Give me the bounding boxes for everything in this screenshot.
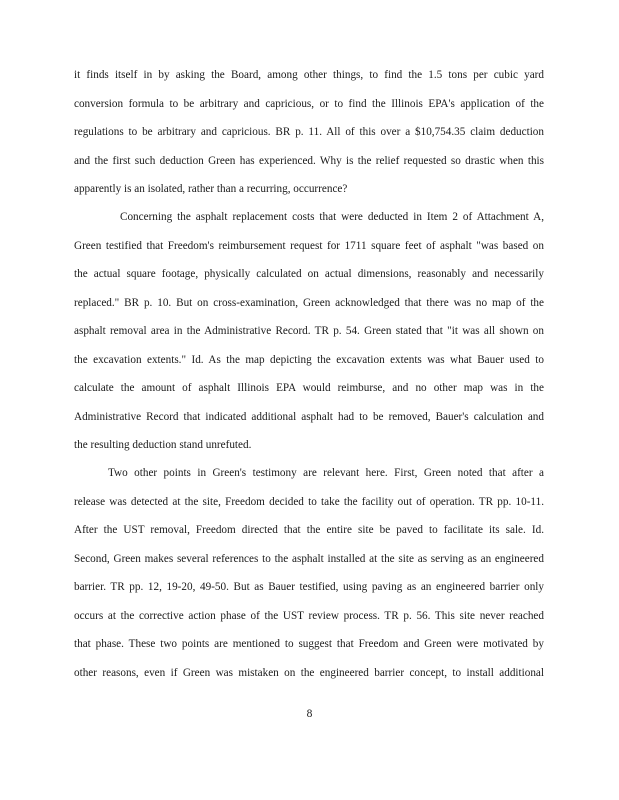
paragraph-line: the excavation extents." Id. As the map depicting the excavation extents was what Bauer used to — [74, 353, 544, 366]
page-number: 8 — [306, 708, 313, 720]
paragraph-line: it finds itself in by asking the Board, among other things, to find the 1.5 tons per cubic yard — [74, 69, 544, 81]
paragraph-line: and the first such deduction Green has experienced. Why is the relief requested so drastic when this — [74, 154, 544, 167]
paragraph-line: release was detected at the site, Freedom decided to take the facility out of operation. TR pp. 10-11. — [74, 495, 544, 508]
paragraph-line: that phase. These two points are mentioned to suggest that Freedom and Green were motivated by — [74, 638, 544, 650]
paragraph-line: Green testified that Freedom's reimbursement request for 1711 square feet of asphalt "was based on — [74, 239, 544, 252]
paragraph-line: asphalt removal area in the Administrative Record. TR p. 54. Green stated that "it was all shown on — [74, 325, 544, 337]
paragraph-2 — [74, 203, 544, 460]
paragraph-line: the resulting deduction stand unrefuted. — [74, 439, 252, 451]
paragraph-line: Second, Green makes several references to the asphalt installed at the site as serving as an engineered — [74, 552, 544, 565]
paragraph-line: Concerning the asphalt replacement costs that were deducted in Item 2 of Attachment A, — [120, 211, 544, 223]
paragraph-1 — [74, 61, 544, 204]
paragraph-line: regulations to be arbitrary and capricious. BR p. 11. All of this over a $10,754.35 claim deduction — [74, 126, 544, 138]
paragraph-3 — [74, 459, 544, 687]
paragraph-line: apparently is an isolated, rather than a recurring, occurrence? — [74, 183, 348, 195]
paragraph-line: barrier. TR pp. 12, 19-20, 49-50. But as Bauer testified, using paving as an engineered barrier only — [74, 581, 544, 593]
paragraph-line: occurs at the corrective action phase of the UST review process. TR p. 56. This site never reached — [74, 609, 544, 622]
paragraph-line: conversion formula to be arbitrary and capricious, or to find the Illinois EPA's application of the — [74, 97, 544, 110]
paragraph-line: other reasons, even if Green was mistaken on the engineered barrier concept, to install additional — [74, 666, 544, 679]
paragraph-line: Administrative Record that indicated additional asphalt had to be removed, Bauer's calculation and — [74, 410, 544, 423]
paragraph-line: replaced." BR p. 10. But on cross-examination, Green acknowledged that there was no map of the — [74, 296, 544, 309]
paragraph-line: Two other points in Green's testimony are relevant here. First, Green noted that after a — [108, 467, 544, 479]
paragraph-line: After the UST removal, Freedom directed that the entire site be paved to facilitate its sale. Id. — [74, 524, 544, 536]
paragraph-line: calculate the amount of asphalt Illinois EPA would reimburse, and no other map was in the — [74, 382, 544, 394]
paragraph-line: the actual square footage, physically calculated on actual dimensions, reasonably and necessarily — [74, 268, 544, 280]
